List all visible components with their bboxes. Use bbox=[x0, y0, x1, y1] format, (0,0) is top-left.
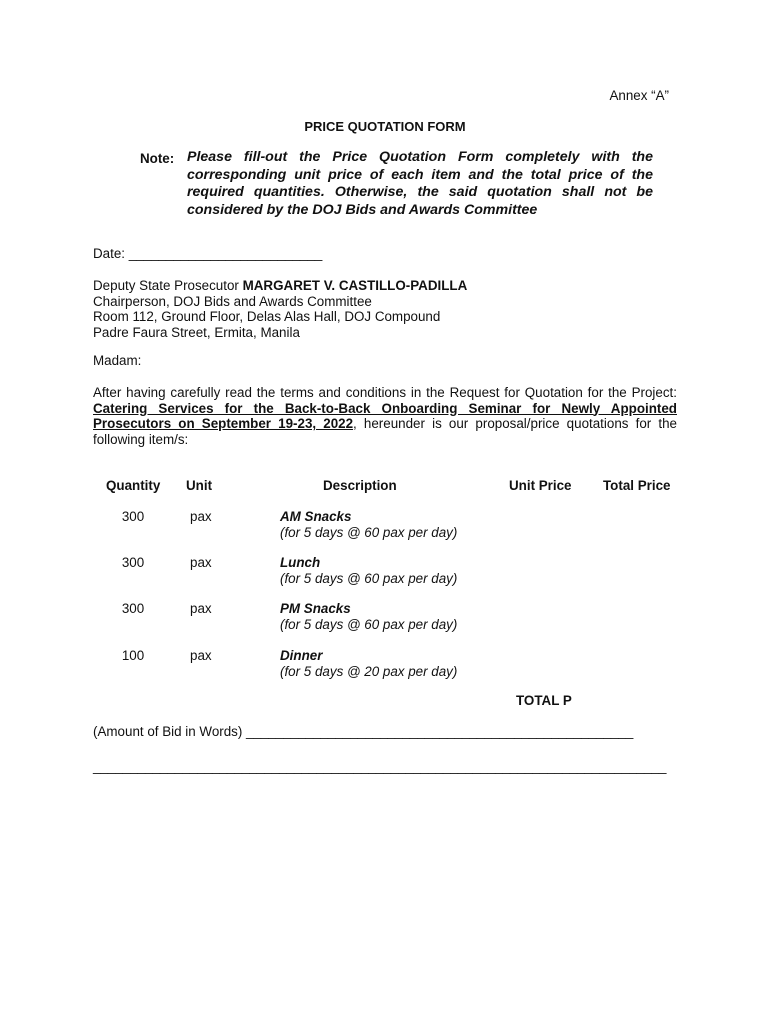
row-detail: (for 5 days @ 60 pax per day) bbox=[280, 570, 458, 586]
addressee-prefix: Deputy State Prosecutor bbox=[93, 278, 243, 293]
header-unit-price: Unit Price bbox=[509, 478, 572, 493]
blank-line: _____________________________________________________________________________ bbox=[93, 759, 667, 774]
addressee-line-3: Room 112, Ground Floor, Delas Alas Hall, DOJ Compound bbox=[93, 309, 441, 324]
row-item: PM Snacks bbox=[280, 601, 351, 616]
header-description: Description bbox=[323, 478, 397, 493]
row-quantity: 100 bbox=[121, 648, 145, 663]
row-unit: pax bbox=[190, 509, 212, 524]
row-unit: pax bbox=[190, 648, 212, 663]
row-detail: (for 5 days @ 20 pax per day) bbox=[280, 663, 458, 679]
row-item: AM Snacks bbox=[280, 509, 352, 524]
row-description bbox=[280, 509, 457, 540]
row-quantity: 300 bbox=[121, 555, 145, 570]
table-row bbox=[0, 648, 770, 694]
addressee-line-4: Padre Faura Street, Ermita, Manila bbox=[93, 324, 300, 340]
body-paragraph bbox=[93, 385, 677, 447]
addressee-block bbox=[93, 278, 467, 340]
addressee-line-2: Chairperson, DOJ Bids and Awards Committee bbox=[93, 293, 372, 309]
total-label: TOTAL P bbox=[516, 693, 572, 708]
header-quantity: Quantity bbox=[106, 478, 161, 493]
addressee-line-1 bbox=[93, 278, 467, 294]
annex-label: Annex “A” bbox=[609, 88, 669, 103]
row-unit: pax bbox=[190, 555, 212, 570]
row-unit: pax bbox=[190, 601, 212, 616]
row-description bbox=[280, 648, 457, 679]
row-description bbox=[280, 601, 457, 632]
table-row bbox=[0, 555, 770, 601]
row-item: Dinner bbox=[280, 648, 323, 663]
table-row bbox=[0, 509, 770, 555]
table-row bbox=[0, 601, 770, 647]
row-quantity: 300 bbox=[121, 601, 145, 616]
amount-in-words-line: (Amount of Bid in Words) ____________________________________________________ bbox=[93, 724, 634, 739]
page-title: PRICE QUOTATION FORM bbox=[304, 119, 466, 134]
row-quantity: 300 bbox=[121, 509, 145, 524]
note-label: Note: bbox=[140, 151, 175, 166]
note-text: Please fill-out the Price Quotation Form completely with the corresponding unit price of each item and the total price of the required quantities. Otherwise, the said quotation shall not be considered by the DOJ Bids and Awards Committee bbox=[187, 149, 653, 218]
body-part-2: , hereunder is our proposal/price quotations for the following item/s: bbox=[93, 416, 677, 447]
row-item: Lunch bbox=[280, 555, 321, 570]
row-description bbox=[280, 555, 457, 586]
addressee-name: MARGARET V. CASTILLO-PADILLA bbox=[242, 278, 468, 293]
row-detail: (for 5 days @ 60 pax per day) bbox=[280, 616, 458, 632]
row-detail: (for 5 days @ 60 pax per day) bbox=[280, 524, 458, 540]
body-part-1: After having carefully read the terms and conditions in the Request for Quotation for the Project: bbox=[93, 385, 677, 400]
project-title: Catering Services for the Back-to-Back Onboarding Seminar for Newly Appointed Prosecutors on September 19-23, 2022 bbox=[93, 400, 677, 431]
header-total-price: Total Price bbox=[603, 478, 671, 493]
salutation: Madam: bbox=[93, 353, 142, 368]
header-unit: Unit bbox=[186, 478, 213, 493]
date-line: Date: __________________________ bbox=[93, 246, 323, 261]
